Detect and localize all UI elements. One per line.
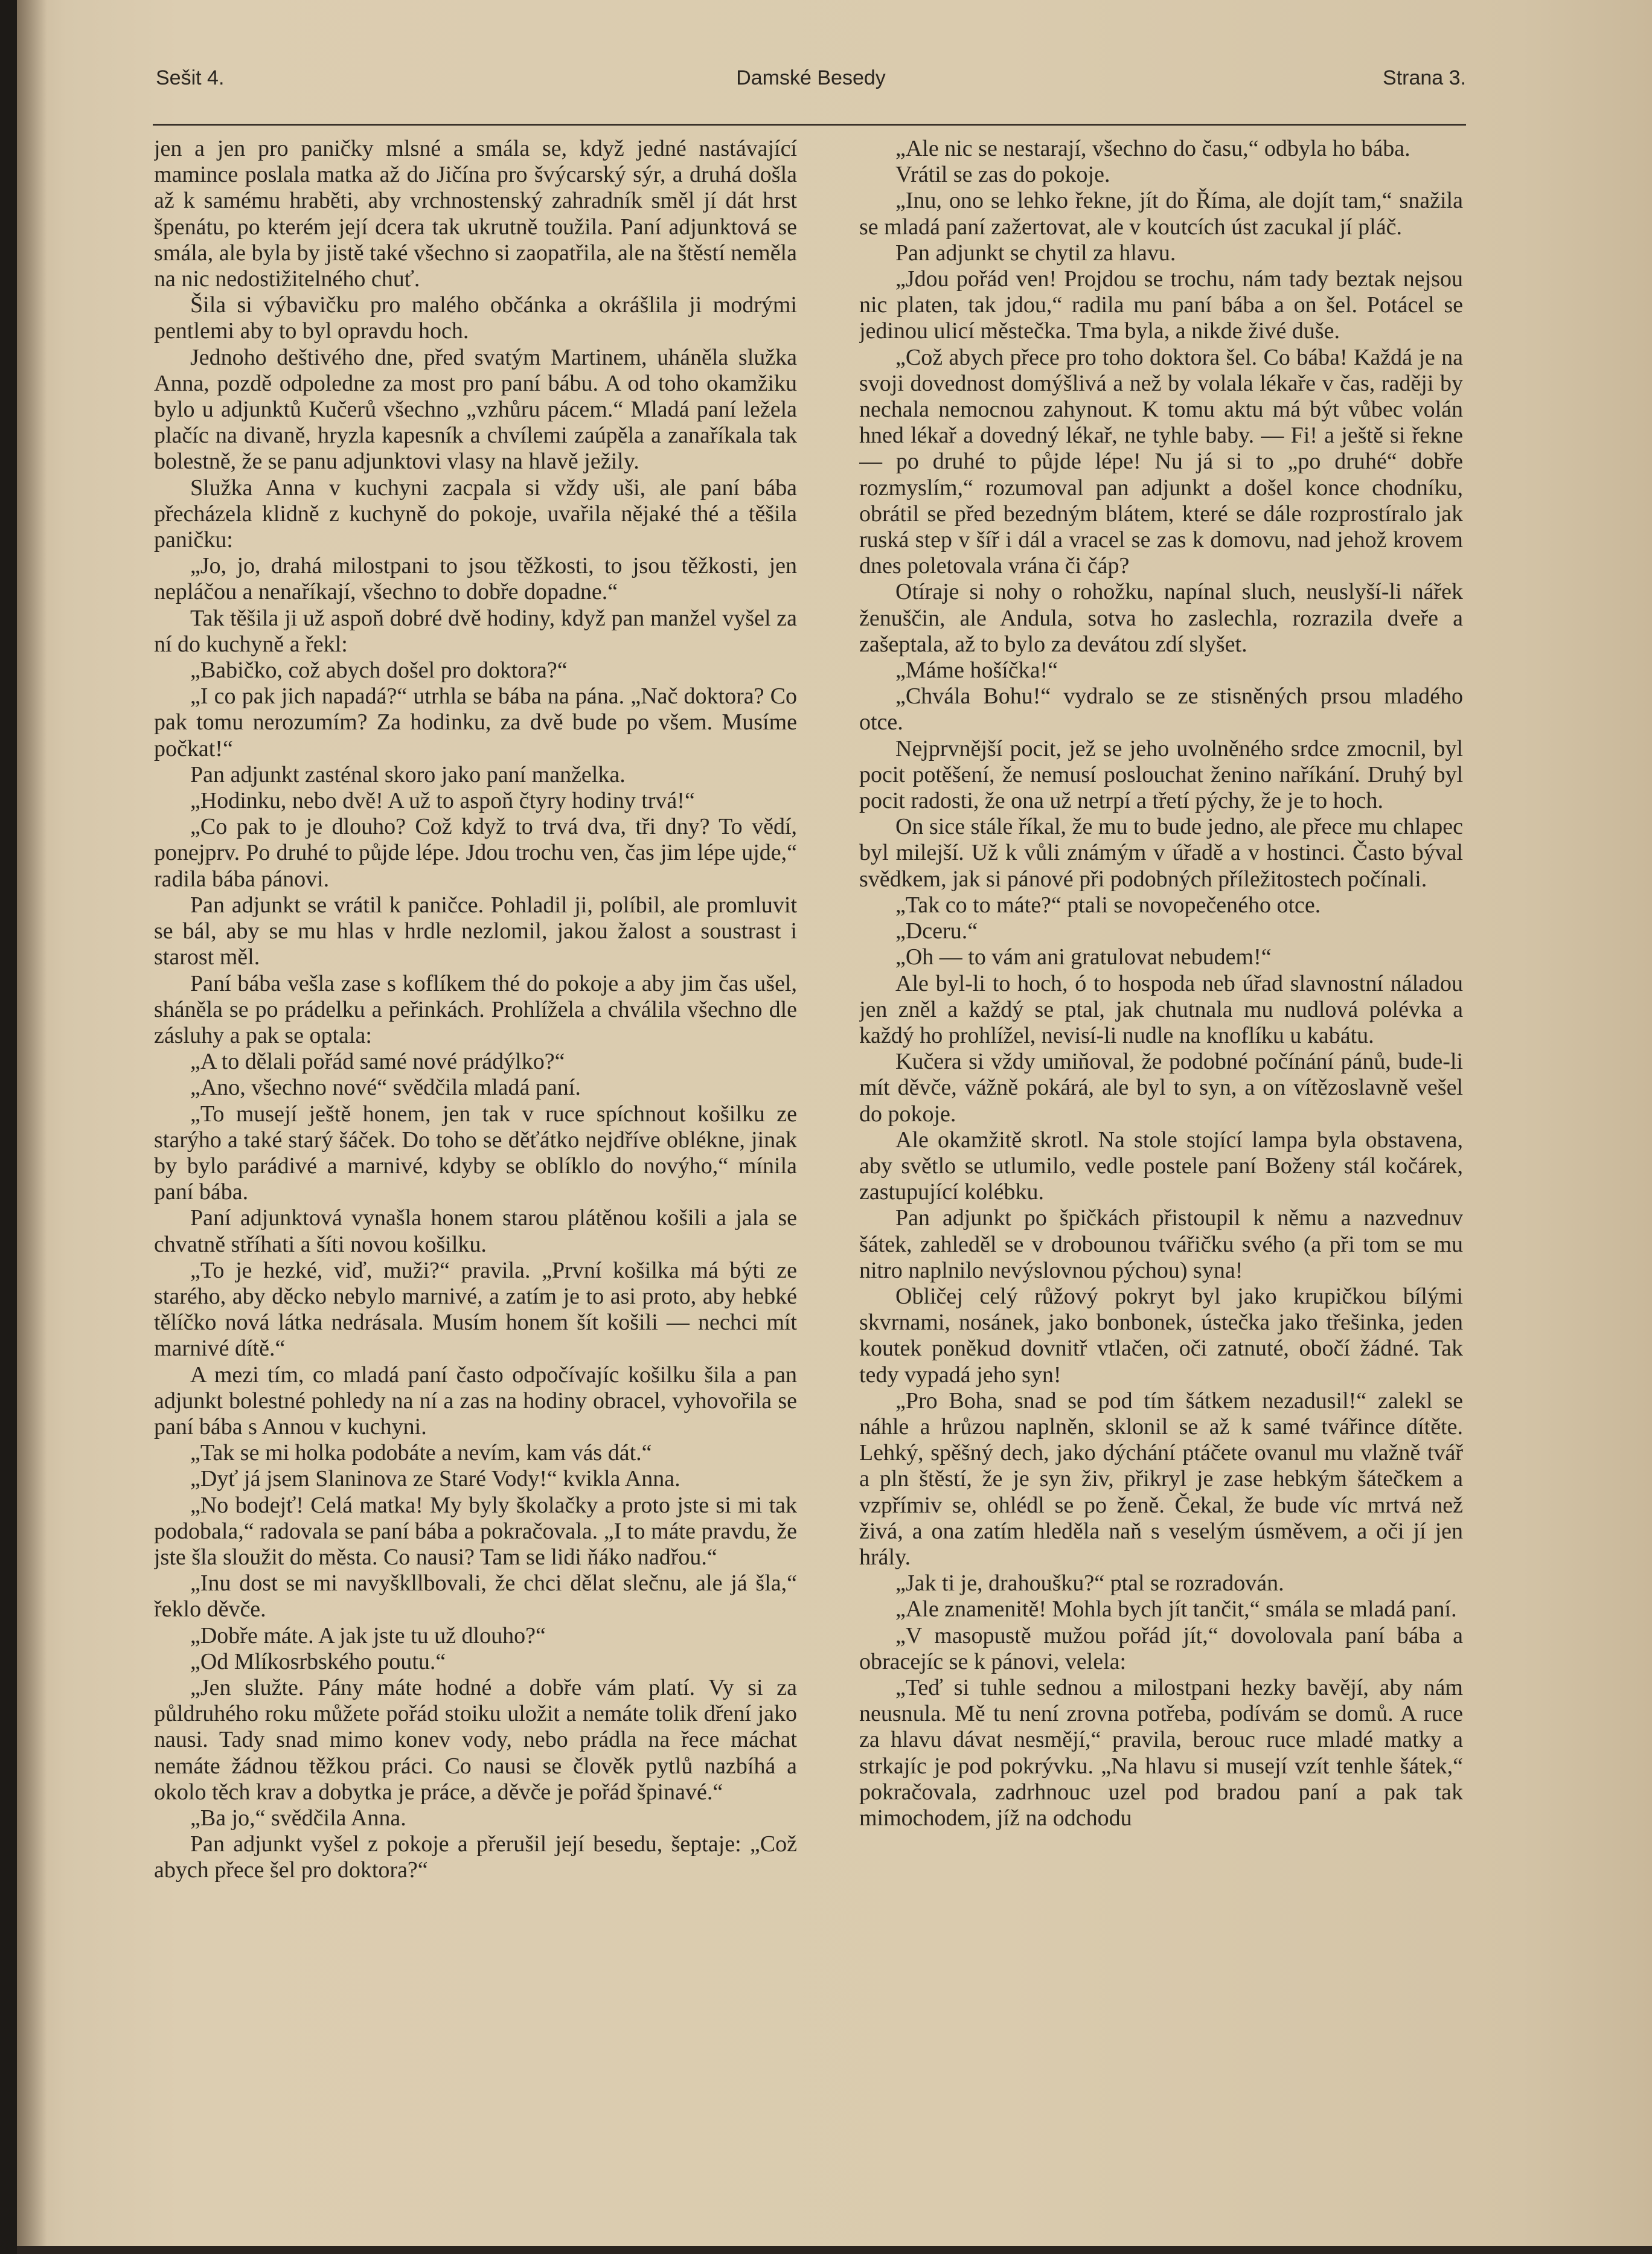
paragraph: „No bodejť! Celá matka! My byly školačky a proto jste si mi tak podobala,“ radovala se paní bába a pokračovala. „I to máte pravdu, že jste šla sloužit do města. Co nausi? Tam se lidi ňáko nadřou.“ — [154, 1492, 797, 1570]
right-column — [859, 136, 1463, 2207]
paragraph: „Teď si tuhle sednou a milostpani hezky bavějí, aby nám neusnula. Mě tu není zrovna potřeba, podívám se domů. A ruce za hlavu dávat nesmějí,“ pravila, berouc ruce mladé matky a strkajíc je pod pokrývku. „Na hlavu si musejí vzít tenhle šátek,“ pokračovala, zadrhnouc uzel pod bradou paní a pak tak mimochodem, jíž na odchodu — [859, 1674, 1463, 1831]
paragraph: „V masopustě mužou pořád jít,“ dovolovala paní bába a obracejíc se k pánovi, velela: — [859, 1622, 1463, 1674]
paragraph: „Inu dost se mi navyškllbovali, že chci dělat slečnu, ale já šla,“ řeklo děvče. — [154, 1570, 797, 1622]
paragraph: „Co pak to je dlouho? Což když to trvá dva, tři dny? To vědí, ponejprv. Po druhé to půjde lépe. Jdou trochu ven, čas jim lépe ujde,“ radila bába pánovi. — [154, 814, 797, 892]
paragraph: „Od Mlíkosrbského poutu.“ — [190, 1648, 446, 1674]
paragraph: „Jo, jo, drahá milostpani to jsou těžkosti, to jsou těžkosti, jen nepláčou a nenaříkají, všechno to dobře dopadne.“ — [154, 553, 797, 605]
paragraph: Šila si výbavičku pro malého občánka a okrášlila ji modrými pentlemi aby to byl opravdu hoch. — [154, 292, 797, 344]
paragraph: „Hodinku, nebo dvě! A už to aspoň čtyry hodiny trvá!“ — [190, 788, 695, 814]
paragraph: „Máme hošíčka!“ — [895, 658, 1058, 684]
paragraph: „Dceru.“ — [895, 918, 978, 944]
running-header — [156, 66, 1466, 103]
paragraph: „Inu, ono se lehko řekne, jít do Říma, ale dojít tam,“ snažila se mladá paní zažertovat, ale v koutcích úst zacukal jí pláč. — [859, 188, 1463, 240]
paragraph: Vrátil se zas do pokoje. — [895, 162, 1110, 188]
paragraph: Pan adjunkt vyšel z pokoje a přerušil její besedu, šeptaje: „Což abych přece šel pro doktora?“ — [154, 1831, 797, 1883]
paragraph: Pan adjunkt po špičkách přistoupil k němu a nazvednuv šátek, zahleděl se v drobounou tvářičku svého (a při tom se mu nitro naplnilo nevýslovnou pýchou) syna! — [859, 1205, 1463, 1283]
magazine-page — [17, 0, 1652, 2254]
paragraph: „A to dělali pořád samé nové prádýlko?“ — [190, 1049, 565, 1075]
magazine-title: Damské Besedy — [736, 66, 886, 89]
paragraph: Ale byl-li to hoch, ó to hospoda neb úřad slavnostní náladou jen zněl a každý se ptal, jak chutnala mu nudlová polévka a každý ho prohlížel, nevisí-li nudle na knoflíku u kabátu. — [859, 970, 1463, 1048]
paragraph: „Chvála Bohu!“ vydralo se ze stisněných prsou mladého otce. — [859, 684, 1463, 735]
paragraph: „Jak ti je, drahoušku?“ ptal se rozradován. — [895, 1570, 1284, 1596]
paragraph: Pan adjunkt se chytil za hlavu. — [895, 240, 1176, 266]
paragraph: „Jdou pořád ven! Projdou se trochu, nám tady beztak nejsou nic platen, tak jdou,“ radila mu paní bába a on šel. Potácel se jedinou ulicí městečka. Tma byla, a nikde živé duše. — [859, 266, 1463, 344]
paragraph: Otíraje si nohy o rohožku, napínal sluch, neuslyší-li nářek ženuščin, ale Andula, sotva ho zaslechla, rozrazila dveře a zašeptala, až to bylo za devátou zdí slyšet. — [859, 579, 1463, 657]
paragraph: „Ale znamenitě! Mohla bych jít tančit,“ smála se mladá paní. — [895, 1596, 1457, 1622]
paragraph: „I co pak jich napadá?“ utrhla se bába na pána. „Nač doktora? Co pak tomu nerozumím? Za hodinku, za dvě bude po všem. Musíme počkat!“ — [154, 684, 797, 761]
paragraph: „To musejí ještě honem, jen tak v ruce spíchnout košilku ze starýho a také starý šáček. Do toho se děťátko nejdříve oblékne, jinak by bylo parádivé a marnivé, kdyby se oblíklo do novýho,“ mínila paní bába. — [154, 1101, 797, 1205]
page-number: Strana 3. — [1383, 66, 1466, 89]
paragraph: „Babičko, což abych došel pro doktora?“ — [190, 658, 568, 684]
paragraph: Jednoho deštivého dne, před svatým Martinem, uháněla služka Anna, pozdě odpoledne za most pro paní bábu. A od toho okamžiku bylo u adjunktů Kučerů všechno „vzhůru pácem.“ Mladá paní ležela plačíc na divaně, hryzla kapesník a chvílemi zaúpěla a zanaříkala tak bolestně, že se panu adjunktovi vlasy na hlavě ježily. — [154, 344, 797, 475]
issue-number: Sešit 4. — [156, 66, 225, 89]
paragraph: A mezi tím, co mladá paní často odpočívajíc košilku šila a pan adjunkt bolestné pohledy na ní a zas na hodiny obracel, vyhovořila se paní bába s Annou v kuchyni. — [154, 1362, 797, 1439]
paragraph: Ale okamžitě skrotl. Na stole stojící lampa byla obstavena, aby světlo se utlumilo, vedle postele paní Boženy stál kočárek, zastupující kolébku. — [859, 1127, 1463, 1205]
paragraph: „Dobře máte. A jak jste tu už dlouho?“ — [190, 1622, 546, 1648]
left-column — [154, 136, 797, 2207]
paragraph: „Dyť já jsem Slaninova ze Staré Vody!“ kvikla Anna. — [190, 1466, 680, 1492]
header-rule — [153, 124, 1466, 126]
paragraph: „To je hezké, viď, muži?“ pravila. „První košilka má býti ze starého, aby děcko nebylo marnivé, a zatím je to asi proto, aby hebké tělíčko nová látka nedrásala. Musím honem šít košili — nechci mít marnivé dítě.“ — [154, 1257, 797, 1362]
paragraph: Pan adjunkt zasténal skoro jako paní manželka. — [190, 761, 626, 787]
paragraph: „Jen služte. Pány máte hodné a dobře vám platí. Vy si za půldruhého roku můžete pořád stoiku uložit a nemáte tolik dření jako nausi. Tady snad mimo konev vody, nebo prádla na řece máchat nemáte žádnou těžkou práci. Co nausi se člověk pytlů nazbíhá a okolo těch krav a dobytka je práce, a děvče je pořád špinavé.“ — [154, 1674, 797, 1805]
paragraph: jen a jen pro paničky mlsné a smála se, když jedné nastávající mamince poslala matka až do Jičína pro švýcarský sýr, a druhá došla až k samému hraběti, aby vrchnostenský zahradník směl jí dát hrst špenátu, po kterém její dcera tak ukrutně toužila. Paní adjunktová se smála, ale byla by jistě také všechno si zaopatřila, ale na štěstí neměla na nic nedostižitelného chuť. — [154, 136, 797, 292]
paragraph: „Oh — to vám ani gratulovat nebudem!“ — [895, 944, 1272, 970]
paragraph: „Ba jo,“ svědčila Anna. — [190, 1805, 406, 1831]
binding-shadow — [17, 0, 47, 2254]
paragraph: „Tak co to máte?“ ptali se novopečeného otce. — [895, 892, 1321, 918]
paragraph: „Což abych přece pro toho doktora šel. Co bába! Každá je na svoji dovednost domýšlivá a než by volala lékaře v čas, raději by nechala nemocnou zahynout. K tomu aktu má být vůbec volán hned lékař a dovedný lékař, ne tyhle baby. — Fi! a ještě si řekne — po druhé to půjde lépe! Nu já si to „po druhé“ dobře rozmyslím,“ rozumoval pan adjunkt a došel konce chodníku, obrátil se před bezedným blátem, které se dále rozprostíralo jak ruská step v šíř i dál a vracel se zas k domovu, nad jehož krovem dnes poletovala vrána či čáp? — [859, 344, 1463, 579]
paragraph: Tak těšila ji už aspoň dobré dvě hodiny, když pan manžel vyšel za ní do kuchyně a řekl: — [154, 605, 797, 657]
paragraph: „Ano, všechno nové“ svědčila mladá paní. — [190, 1075, 581, 1101]
paragraph: On sice stále říkal, že mu to bude jedno, ale přece mu chlapec byl milejší. Už k vůli známým v úřadě a v hostinci. Často býval svědkem, jak si pánové při podobných příležitostech počínali. — [859, 814, 1463, 892]
paragraph: „Ale nic se nestarají, všechno do času,“ odbyla ho bába. — [895, 136, 1410, 161]
paragraph: Nejprvnější pocit, jež se jeho uvolněného srdce zmocnil, byl pocit potěšení, že nemusí poslouchat ženino naříkání. Druhý byl pocit radosti, že ona už netrpí a třetí pýchy, že je to hoch. — [859, 735, 1463, 814]
paragraph: Kučera si vždy umiňoval, že podobné počínání pánů, bude-li mít děvče, vážně pokárá, ale byl to syn, a on vítězoslavně vešel do pokoje. — [859, 1049, 1463, 1127]
page-bottom-edge — [17, 2246, 1652, 2254]
paragraph: „Tak se mi holka podobáte a nevím, kam vás dát.“ — [190, 1440, 652, 1466]
paragraph: Služka Anna v kuchyni zacpala si vždy uši, ale paní bába přecházela klidně z kuchyně do pokoje, uvařila nějaké thé a těšila paničku: — [154, 475, 797, 553]
paragraph: Obličej celý růžový pokryt byl jako krupičkou bílými skvrnami, nosánek, jako bonbonek, ústečka jako třešinka, jeden koutek poněkud dovnitř vtlačen, oči zatnuté, obočí žádné. Tak tedy vypadá jeho syn! — [859, 1283, 1463, 1388]
paragraph: „Pro Boha, snad se pod tím šátkem nezadusil!“ zalekl se náhle a hrůzou naplněn, sklonil se až k samé tvářince dítěte. Lehký, spěšný dech, jako dýchání ptáčete ovanul mu vlažně tvář a pln štěstí, že je syn živ, přikryl je zase hebkým šátečkem a vzpřímiv se, ohlédl se po ženě. Čekal, že bude víc mrtvá než živá, a ona zatím hleděla naň s veselým úsměvem, a oči jí jen hrály. — [859, 1388, 1463, 1570]
paragraph: Paní adjunktová vynašla honem starou plátěnou košili a jala se chvatně stříhati a šíti novou košilku. — [154, 1205, 797, 1257]
paragraph: Pan adjunkt se vrátil k paničce. Pohladil ji, políbil, ale promluvit se bál, aby se mu hlas v hrdle nezlomil, jakou žalost a soustrast i starost měl. — [154, 892, 797, 970]
paragraph: Paní bába vešla zase s koflíkem thé do pokoje a aby jim čas ušel, sháněla se po prádelku a peřinkách. Prohlížela a chválila všechno dle zásluhy a pak se optala: — [154, 970, 797, 1048]
